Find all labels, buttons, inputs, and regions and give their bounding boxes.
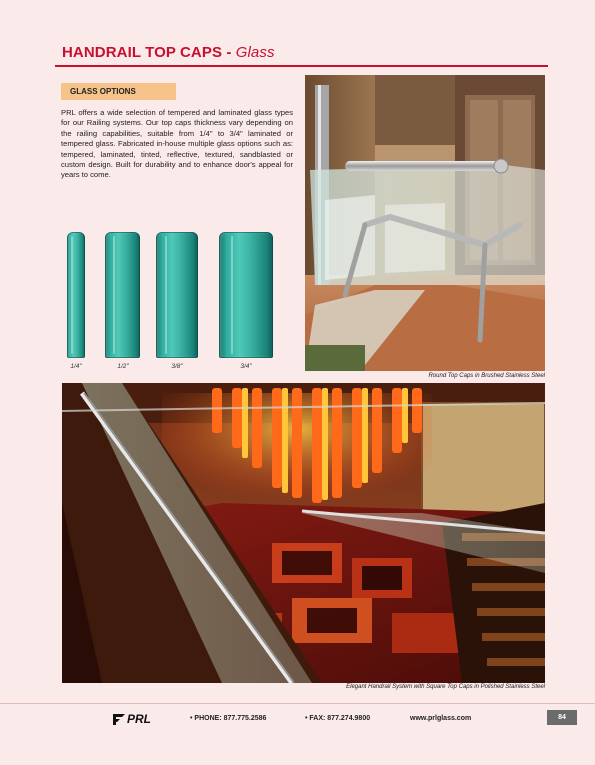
glass-sample-3-8 (156, 232, 198, 358)
glass-label-1-2: 1/2" (117, 363, 129, 370)
footer-website[interactable]: www.prlglass.com (410, 715, 472, 722)
section-label: GLASS OPTIONS (61, 83, 176, 100)
caption-bottom-photo: Elegant Handrail System with Square Top Caps in Polished Stainless Steel (346, 684, 545, 690)
footer-logo (113, 712, 151, 726)
footer-logo-text: PRL (127, 712, 151, 726)
footer-phone: • PHONE: 877.775.2586 (190, 715, 267, 722)
footer-divider (0, 703, 595, 704)
glass-sample-3-4 (219, 232, 273, 358)
footer-fax: • FAX: 877.274.9800 (305, 715, 371, 722)
photo-square-top-caps (62, 383, 545, 683)
glass-sample-1-2 (105, 232, 140, 358)
glass-label-1-4: 1/4" (70, 363, 82, 370)
caption-top-photo: Round Top Caps in Brushed Stainless Steel (428, 373, 545, 379)
glass-sample-1-4 (67, 232, 85, 358)
glass-label-3-8: 3/8" (171, 363, 183, 370)
title-sub: Glass (235, 44, 275, 61)
glass-label-3-4: 3/4" (240, 363, 252, 370)
title-main: HANDRAIL TOP CAPS - (62, 44, 232, 61)
page-number: 84 (547, 710, 577, 725)
photo-square-top-caps-illustration (62, 383, 545, 683)
section-body: PRL offers a wide selection of tempered and laminated glass types for our Railing systems. Our top caps thickness vary depending on the railing capabilities, suitable from 1/4" to 3/4" laminated or tempered glass. Fabricated in-house multiple glass options such as: tempered, laminated, tinted, reflective, textured, sandblasted or custom design. Built for durability and to enhance door's appeal for years to come. (61, 108, 293, 180)
prl-logo-icon (113, 714, 125, 725)
title-divider (55, 65, 548, 67)
photo-round-top-caps-illustration (305, 75, 545, 371)
photo-round-top-caps (305, 75, 545, 371)
page-title (62, 44, 275, 61)
